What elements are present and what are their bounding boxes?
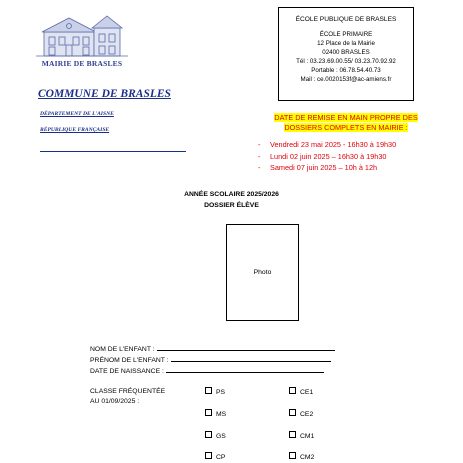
- school-mail: Mail : ce.0020153f@ac-amiens.fr: [300, 76, 392, 83]
- nom-input-line[interactable]: [157, 344, 335, 351]
- logo-caption: MAIRIE DE BRASLES: [41, 59, 123, 68]
- school-type: ÉCOLE PRIMAIRE: [319, 31, 373, 38]
- remise-dates-list: [258, 139, 396, 174]
- prenom-field[interactable]: [90, 355, 331, 364]
- town-hall-icon: [34, 10, 130, 60]
- prenom-input-line[interactable]: [171, 355, 331, 362]
- remise-date-item: - Lundi 02 juin 2025 – 16h30 à 19h30: [258, 151, 387, 161]
- checkbox-icon[interactable]: [289, 387, 296, 394]
- republique-label: RÉPUBLIQUE FRANÇAISE: [40, 127, 110, 133]
- classe-option-gs[interactable]: GS: [205, 431, 226, 440]
- school-postal: 02400 BRASLES: [322, 49, 370, 56]
- school-mobile: Portable : 06.78.54.40.73: [311, 67, 381, 74]
- classe-option-cm2[interactable]: CM2: [289, 452, 314, 461]
- commune-title: COMMUNE DE BRASLES: [38, 88, 171, 100]
- photo-label: Photo: [253, 269, 272, 276]
- school-year: ANNÉE SCOLAIRE 2025/2026: [184, 191, 279, 198]
- remise-title-line1: DATE DE REMISE EN MAIN PROPRE DES: [274, 113, 418, 122]
- remise-title-line2: DOSSIERS COMPLETS EN MAIRIE :: [284, 123, 408, 132]
- checkbox-icon[interactable]: [205, 431, 212, 438]
- remise-date-item: - Samedi 07 juin 2025 – 10h à 12h: [258, 163, 378, 172]
- remise-date-item: - Vendredi 23 mai 2025 - 16h30 à 19h30: [258, 140, 397, 149]
- checkbox-icon[interactable]: [205, 452, 212, 459]
- classe-option-ce1[interactable]: CE1: [289, 387, 313, 396]
- school-info-box: [278, 7, 414, 101]
- school-tel: Tél : 03.23.69.00.55/ 03.23.70.92.92: [296, 58, 396, 65]
- classe-label: CLASSE FRÉQUENTÉE AU 01/09/2025 :: [90, 388, 166, 405]
- prenom-label: PRÉNOM DE L'ENFANT :: [90, 357, 169, 364]
- checkbox-icon[interactable]: [205, 409, 212, 416]
- school-name: ÉCOLE PUBLIQUE DE BRASLES: [295, 16, 397, 23]
- classe-option-ce2[interactable]: CE2: [289, 409, 313, 418]
- divider-line: [40, 151, 186, 152]
- naissance-input-line[interactable]: [166, 366, 324, 373]
- classe-option-cm1[interactable]: CM1: [289, 431, 314, 440]
- photo-box[interactable]: [226, 224, 299, 321]
- school-address: 12 Place de la Mairie: [317, 40, 375, 47]
- nom-field[interactable]: [90, 344, 335, 353]
- classe-option-cp[interactable]: CP: [205, 452, 225, 461]
- naissance-label: DATE DE NAISSANCE :: [90, 368, 164, 375]
- checkbox-icon[interactable]: [289, 431, 296, 438]
- classe-option-ps[interactable]: PS: [205, 387, 225, 396]
- classe-option-ms[interactable]: MS: [205, 409, 226, 418]
- dossier-title: DOSSIER ÉLÈVE: [204, 202, 259, 209]
- checkbox-icon[interactable]: [205, 387, 212, 394]
- remise-title: [250, 113, 442, 133]
- nom-label: NOM DE L'ENFANT :: [90, 346, 155, 353]
- departement-label: DÉPARTEMENT DE L'AISNE: [40, 111, 114, 117]
- naissance-field[interactable]: [90, 366, 324, 375]
- checkbox-icon[interactable]: [289, 409, 296, 416]
- checkbox-icon[interactable]: [289, 452, 296, 459]
